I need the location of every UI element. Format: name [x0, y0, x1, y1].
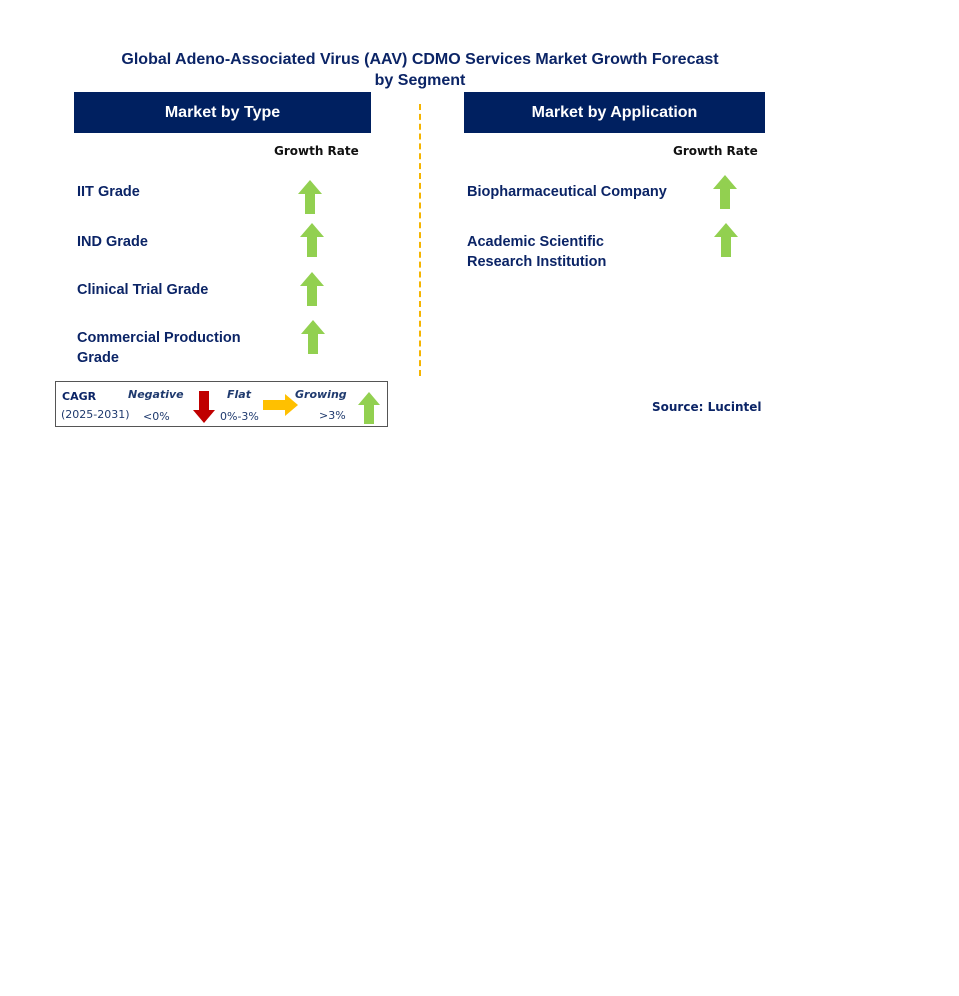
application-item-label: Biopharmaceutical Company [467, 184, 667, 200]
application-item-academic-scientific-research-institution [467, 232, 606, 272]
cagr-legend [55, 381, 388, 427]
growing-arrow-up-icon [713, 175, 737, 209]
market-by-type-header: Market by Type [74, 92, 371, 133]
market-by-application-header: Market by Application [464, 92, 765, 133]
growing-arrow-up-icon [301, 320, 325, 354]
negative-arrow-down-icon [193, 391, 215, 423]
type-item-label: Commercial Production [77, 330, 241, 346]
type-item-label-line2: Grade [77, 350, 119, 366]
growing-arrow-up-icon [300, 223, 324, 257]
legend-negative-label: Negative [128, 388, 184, 401]
flat-arrow-right-icon [263, 394, 298, 416]
legend-negative-range: <0% [143, 410, 170, 423]
type-item-label: IIT Grade [77, 184, 140, 200]
legend-growing-label: Growing [295, 388, 347, 401]
legend-flat-label: Flat [227, 388, 251, 401]
title-line-1: Global Adeno-Associated Virus (AAV) CDMO Services Market Growth Forecast [121, 51, 719, 68]
application-item-label: Academic Scientific [467, 234, 604, 250]
legend-period: (2025-2031) [61, 408, 130, 421]
type-item-label: Clinical Trial Grade [77, 282, 209, 298]
application-item-label-line2: Research Institution [467, 254, 607, 270]
growing-arrow-up-icon [298, 180, 322, 214]
growing-arrow-up-icon [358, 392, 380, 424]
title-line-2: by Segment [374, 72, 466, 89]
growth-rate-label-type: Growth Rate [274, 144, 359, 158]
type-item-clinical-trial-grade [77, 280, 208, 300]
panel-divider [419, 104, 421, 376]
source-note: Source: Lucintel [652, 400, 762, 414]
legend-growing-range: >3% [319, 409, 346, 422]
type-item-commercial-production-grade [77, 328, 241, 368]
type-item-iit-grade [77, 182, 140, 202]
growing-arrow-up-icon [714, 223, 738, 257]
type-item-ind-grade [77, 232, 148, 252]
chart-title [100, 49, 740, 91]
legend-cagr-label: CAGR [62, 390, 97, 403]
growth-rate-label-application: Growth Rate [673, 144, 758, 158]
type-item-label: IND Grade [77, 234, 148, 250]
application-item-biopharmaceutical-company [467, 182, 667, 202]
growing-arrow-up-icon [300, 272, 324, 306]
legend-flat-range: 0%-3% [220, 410, 259, 423]
